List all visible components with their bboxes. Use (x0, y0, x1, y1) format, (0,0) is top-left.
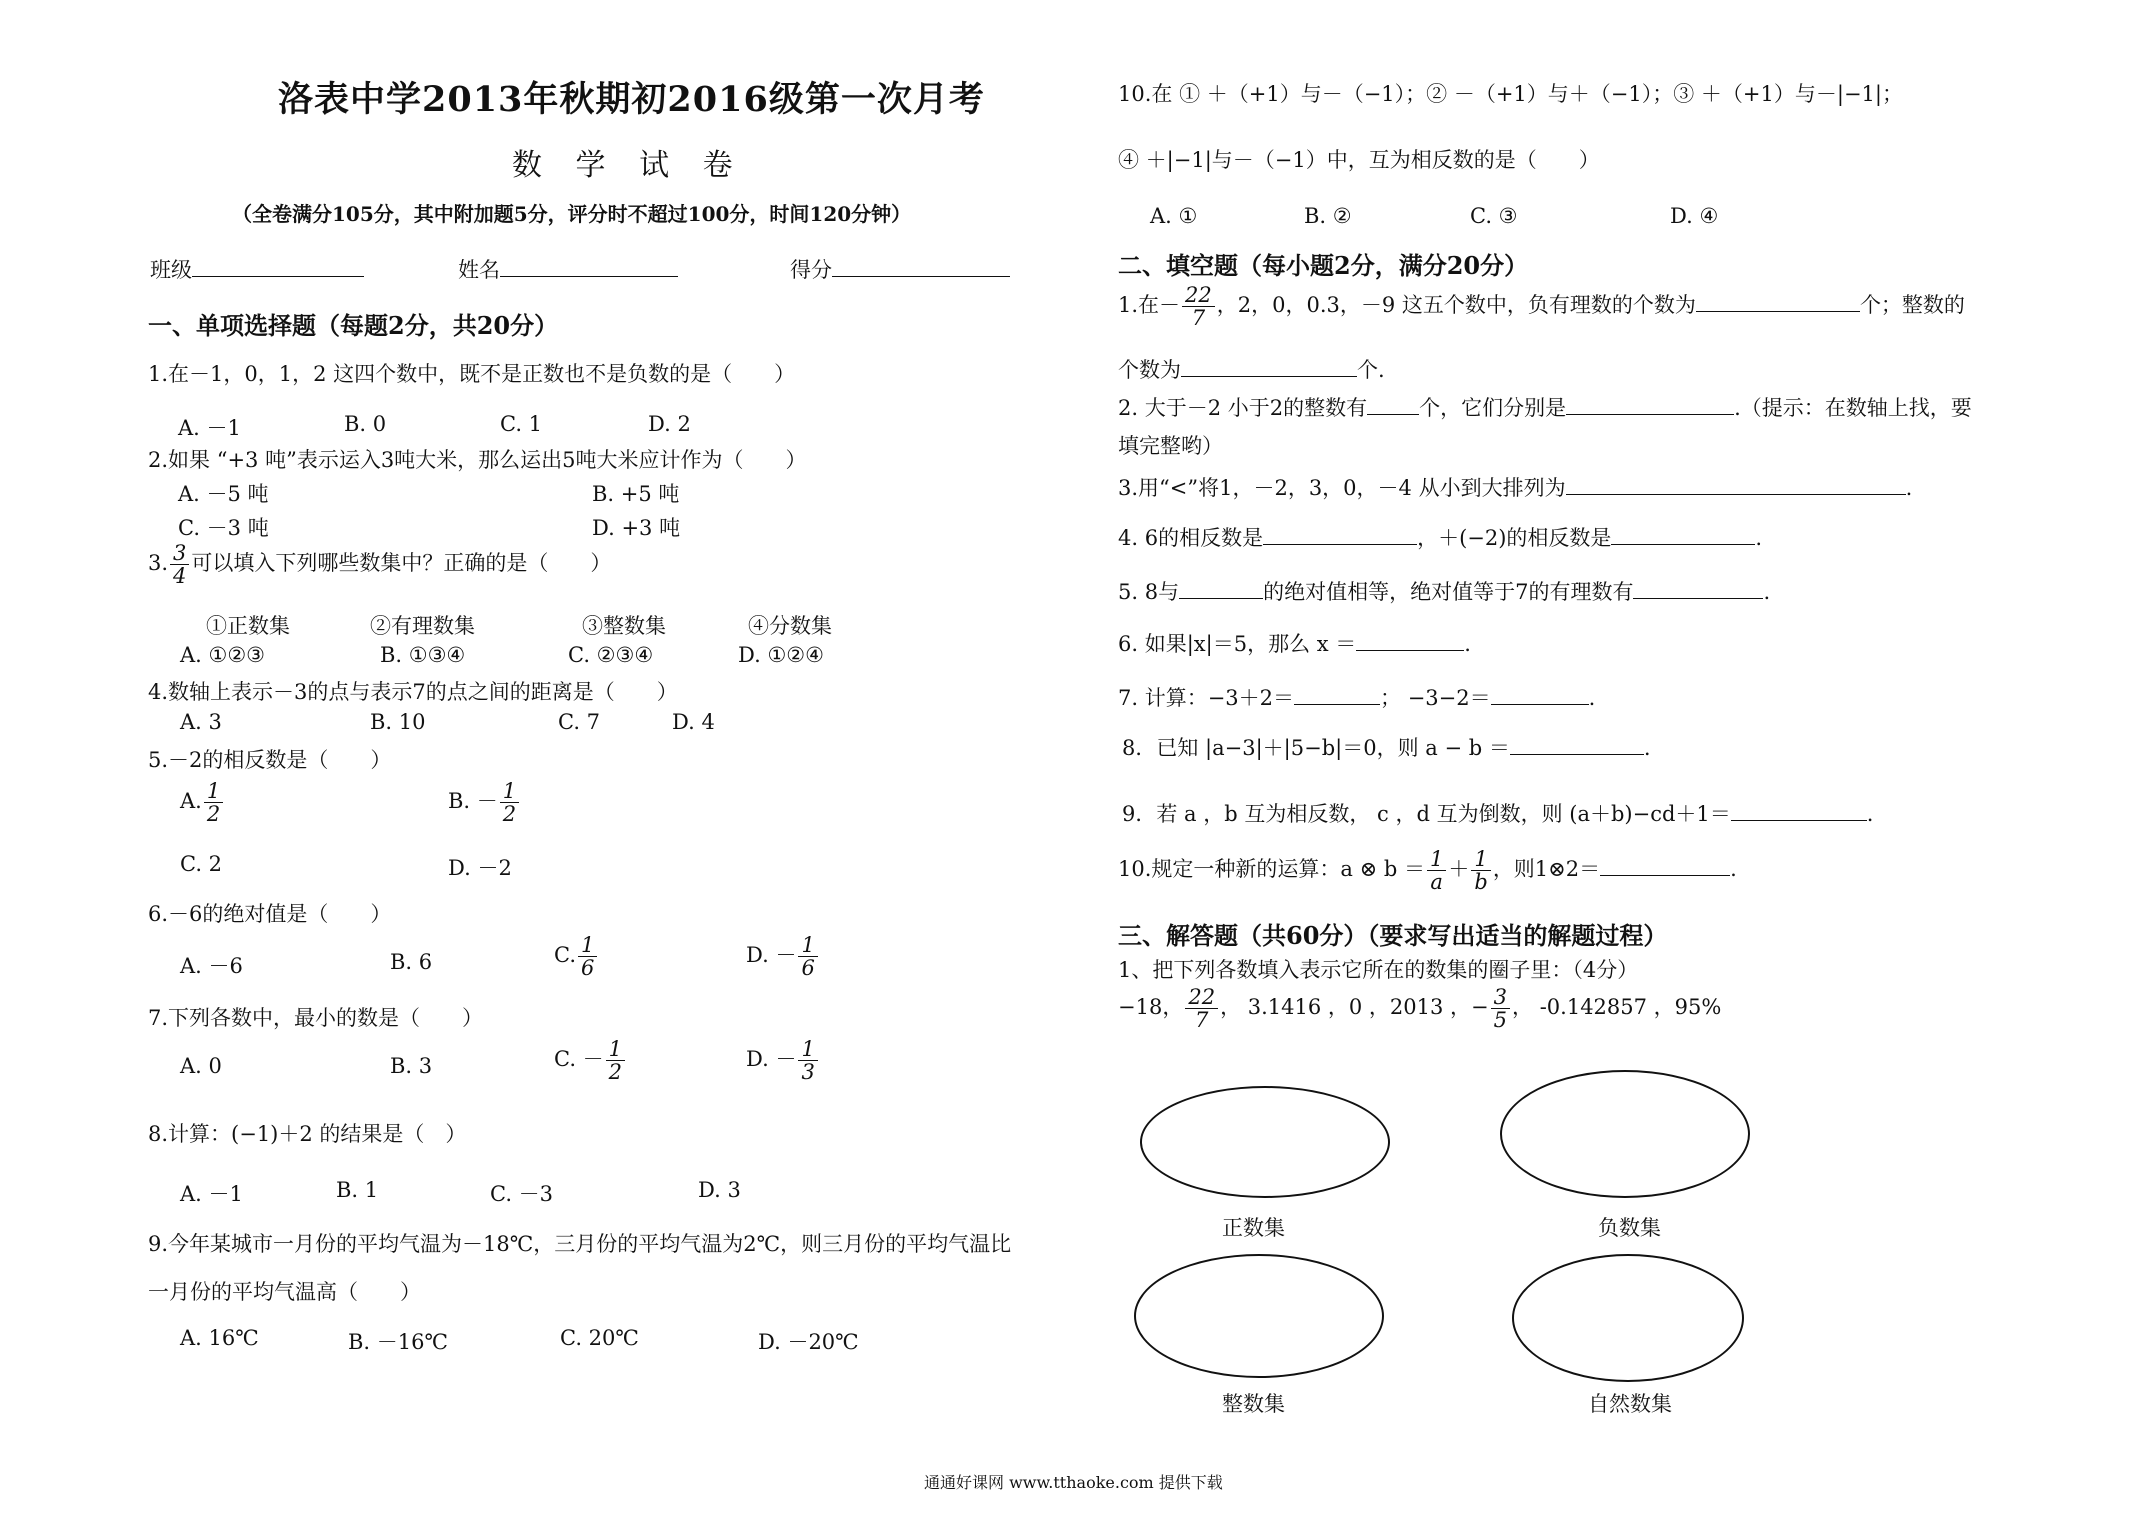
problem-1: 1、把下列各数填入表示它所在的数集的圈子里：（4分） (1118, 958, 1639, 982)
q2-option-c[interactable]: C. －3 吨 (178, 516, 269, 540)
class-label: 班级 (150, 258, 192, 282)
q3-set-3: ③整数集 (582, 614, 666, 638)
q2-option-d[interactable]: D. +3 吨 (592, 516, 681, 540)
q3-fraction: $\frac{3}{4}$ (170, 542, 189, 587)
natural-set-circle[interactable] (1512, 1254, 1744, 1382)
positive-set-circle[interactable] (1140, 1086, 1390, 1198)
q4-option-d[interactable]: D. 4 (672, 710, 715, 734)
q6-option-d[interactable]: D. － $\frac{1}{6}$ (746, 934, 820, 979)
question-9-line2: 一月份的平均气温高（ ） (148, 1280, 421, 1304)
fill-3-blank[interactable] (1566, 472, 1906, 495)
fill-6: 6. 如果|x|＝5，那么 x ＝ . (1118, 628, 1471, 658)
q1-option-b[interactable]: B. 0 (344, 412, 387, 436)
q6-option-a[interactable]: A. －6 (180, 954, 243, 978)
fill-5-blank-a[interactable] (1179, 576, 1263, 599)
fill-2: 2. 大于－2 小于2的整数有 个，它们分别是 .（提示：在数轴上找，要 (1118, 392, 1972, 422)
q9-option-a[interactable]: A. 16℃ (180, 1326, 259, 1350)
footer-source: 通通好课网 www.tthaoke.com 提供下载 (924, 1473, 1223, 1492)
question-5: 5.－2的相反数是（ ） (148, 748, 392, 772)
q5-option-a[interactable]: A. $\frac{1}{2}$ (180, 780, 225, 825)
question-7: 7.下列各数中，最小的数是（ ） (148, 1006, 484, 1030)
exam-subtitle: 数 学 试 卷 (512, 148, 745, 183)
fill-1-line2: 个数为 个. (1118, 354, 1385, 384)
q6-option-c[interactable]: C. $\frac{1}{6}$ (554, 934, 599, 979)
fill-10-blank[interactable] (1600, 853, 1730, 876)
name-field[interactable] (458, 254, 678, 284)
class-field[interactable] (150, 254, 364, 284)
problem-1-numbers: −18， $\frac{22}{7}$ ， 3.1416 ，0 ，2013 ，− $\frac{3}{5}$ ， -0.142857 ，95% (1118, 985, 1722, 1033)
q3-set-1: ①正数集 (206, 614, 290, 638)
question-1: 1.在－1，0，1，2 这四个数中，既不是正数也不是负数的是（ ） (148, 362, 796, 386)
fill-9: 9．若 a ，b 互为相反数， c ，d 互为倒数，则 (a＋b)−cd＋1＝ . (1122, 798, 1873, 828)
section3-title: 三、解答题（共60分）（要求写出适当的解题过程） (1118, 921, 1668, 950)
exam-title: 洛表中学2013年秋期初2016级第一次月考 (278, 79, 985, 120)
fill-4-blank-a[interactable] (1263, 522, 1417, 545)
negative-set-circle[interactable] (1500, 1070, 1750, 1198)
question-4: 4.数轴上表示－3的点与表示7的点之间的距离是（ ） (148, 680, 678, 704)
q4-option-c[interactable]: C. 7 (558, 710, 601, 734)
q3-option-d[interactable]: D. ①②④ (738, 643, 824, 667)
q7-option-b[interactable]: B. 3 (390, 1054, 433, 1078)
fill-8-blank[interactable] (1510, 732, 1644, 755)
question-3: 3. $\frac{3}{4}$ 可以填入下列哪些数集中？正确的是（ ） (148, 541, 612, 589)
fill-4: 4. 6的相反数是 ，＋(−2)的相反数是 . (1118, 522, 1762, 552)
section1-title: 一、单项选择题（每题2分，共20分） (148, 311, 559, 340)
fill-2-line2: 填完整哟） (1118, 434, 1223, 458)
q3-set-4: ④分数集 (748, 614, 832, 638)
fill-7-blank-b[interactable] (1491, 682, 1589, 705)
q5-option-d[interactable]: D. －2 (448, 856, 512, 880)
natural-set-label: 自然数集 (1588, 1392, 1672, 1416)
name-label: 姓名 (458, 258, 500, 282)
q1-option-a[interactable]: A. －1 (178, 416, 241, 440)
q5-option-b[interactable]: B. － $\frac{1}{2}$ (448, 780, 521, 825)
q10-option-b[interactable]: B. ② (1304, 204, 1352, 228)
q9-option-b[interactable]: B. －16℃ (348, 1330, 448, 1354)
fill-5-blank-b[interactable] (1633, 576, 1763, 599)
fill-4-blank-b[interactable] (1611, 522, 1755, 545)
fill-2-blank-b[interactable] (1566, 392, 1734, 415)
integer-set-circle[interactable] (1134, 1254, 1384, 1378)
integer-set-label: 整数集 (1222, 1392, 1285, 1416)
fill-9-blank[interactable] (1731, 798, 1867, 821)
fill-1: 1.在－ $\frac{22}{7}$ ，2，0，0.3，－9 这五个数中，负有理数的个数为 个；整数的 (1118, 283, 1965, 331)
q8-option-a[interactable]: A. －1 (180, 1182, 243, 1206)
q1-option-c[interactable]: C. 1 (500, 412, 543, 436)
fill-2-blank-a[interactable] (1367, 392, 1419, 415)
fill-5: 5. 8与 的绝对值相等，绝对值等于7的有理数有 . (1118, 576, 1770, 606)
q8-option-c[interactable]: C. －3 (490, 1182, 554, 1206)
fill-1-blank-a[interactable] (1696, 289, 1860, 312)
question-10-line2: ④ ＋|−1|与－（−1）中，互为相反数的是（ ） (1118, 148, 1600, 172)
q2-option-b[interactable]: B. +5 吨 (592, 482, 680, 506)
q9-option-c[interactable]: C. 20℃ (560, 1326, 639, 1350)
q3-option-a[interactable]: A. ①②③ (180, 643, 265, 667)
fill-6-blank[interactable] (1356, 628, 1464, 651)
section2-title: 二、填空题（每小题2分，满分20分） (1118, 251, 1529, 280)
q8-option-d[interactable]: D. 3 (698, 1178, 741, 1202)
q6-option-b[interactable]: B. 6 (390, 950, 433, 974)
q3-option-b[interactable]: B. ①③④ (380, 643, 466, 667)
q10-option-a[interactable]: A. ① (1150, 204, 1198, 228)
score-label: 得分 (790, 258, 832, 282)
question-8: 8.计算：(−1)＋2 的结果是（ ） (148, 1122, 467, 1146)
fill-7: 7. 计算：−3＋2＝ ； −3−2＝ . (1118, 682, 1595, 712)
q3-option-c[interactable]: C. ②③④ (568, 643, 654, 667)
q1-option-d[interactable]: D. 2 (648, 412, 691, 436)
q3-set-2: ②有理数集 (370, 614, 475, 638)
q8-option-b[interactable]: B. 1 (336, 1178, 379, 1202)
fill-1-blank-b[interactable] (1181, 354, 1357, 377)
q7-option-c[interactable]: C. － $\frac{1}{2}$ (554, 1038, 627, 1083)
q7-option-a[interactable]: A. 0 (180, 1054, 222, 1078)
question-10-line1: 10.在 ① ＋（+1）与－（−1）；② －（+1）与＋（−1）；③ ＋（+1）与－|−1|； (1118, 82, 1903, 106)
q10-option-d[interactable]: D. ④ (1670, 204, 1719, 228)
fill-10: 10.规定一种新的运算：a ⊗ b ＝ $\frac{1}{a}$ ＋ $\frac{1}{b}$ ，则1⊗2＝ . (1118, 847, 1737, 895)
score-field[interactable] (790, 254, 1010, 284)
q4-option-b[interactable]: B. 10 (370, 710, 426, 734)
fill-8: 8．已知 |a−3|＋|5−b|＝0，则 a − b ＝ . (1122, 732, 1651, 762)
question-2: 2.如果 “+3 吨”表示运入3吨大米，那么运出5吨大米应计作为（ ） (148, 448, 807, 472)
q7-option-d[interactable]: D. － $\frac{1}{3}$ (746, 1038, 820, 1083)
q9-option-d[interactable]: D. －20℃ (758, 1330, 859, 1354)
q2-option-a[interactable]: A. －5 吨 (178, 482, 269, 506)
fill-7-blank-a[interactable] (1294, 682, 1380, 705)
question-9-line1: 9.今年某城市一月份的平均气温为－18℃，三月份的平均气温为2℃，则三月份的平均气温比 (148, 1232, 1012, 1256)
q4-option-a[interactable]: A. 3 (180, 710, 222, 734)
positive-set-label: 正数集 (1222, 1216, 1285, 1240)
negative-set-label: 负数集 (1598, 1216, 1661, 1240)
exam-note: （全卷满分105分，其中附加题5分，评分时不超过100分，时间120分钟） (232, 202, 912, 226)
fill-3: 3.用“<”将1，－2，3，0，－4 从小到大排列为 . (1118, 472, 1912, 502)
q5-option-c[interactable]: C. 2 (180, 852, 223, 876)
q10-option-c[interactable]: C. ③ (1470, 204, 1518, 228)
question-6: 6.－6的绝对值是（ ） (148, 902, 392, 926)
